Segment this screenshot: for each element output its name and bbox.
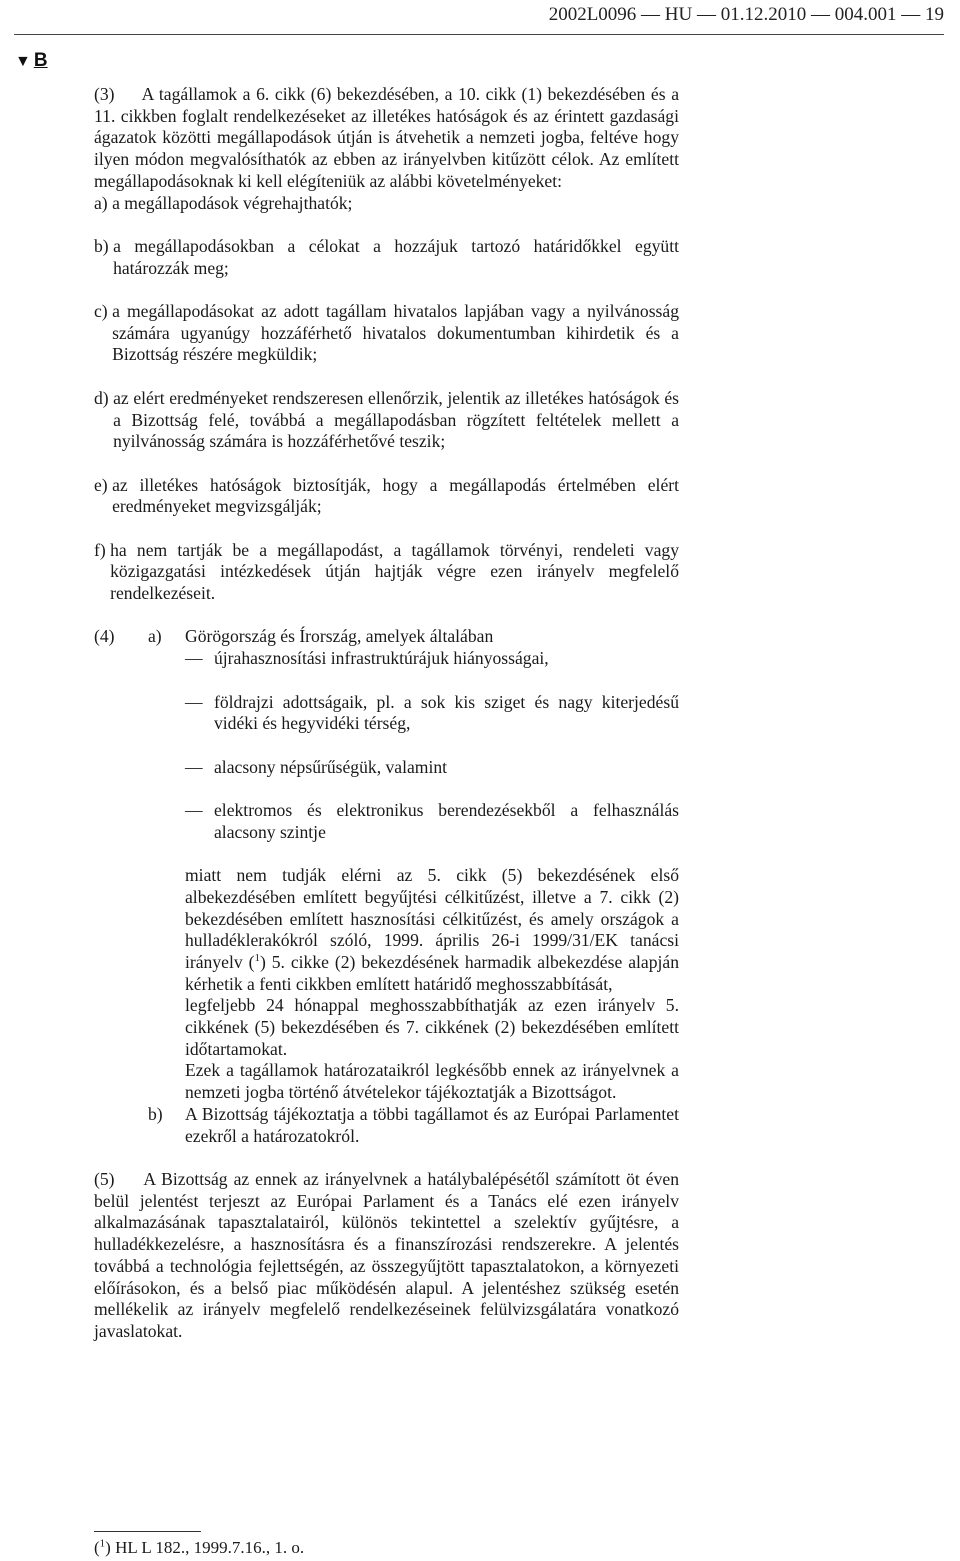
document-body xyxy=(94,84,684,1343)
consolidation-marker xyxy=(15,50,48,72)
list-item-text: az elért eredményeket rendszeresen ellenőrzik, jelentik az illetékes hatóságok és a Bizottság felé, továbbá a megállapodásban rögzített feltételek mellett a nyilvánosság számára is hozzáférhetővé teszik; xyxy=(113,387,679,452)
list-item-f xyxy=(94,540,679,605)
dash-item xyxy=(185,648,679,670)
dash-item xyxy=(185,692,679,735)
sub-body-a xyxy=(185,626,679,1103)
list-item-c xyxy=(94,301,679,366)
paragraph-4b xyxy=(94,1104,679,1147)
footnote-text: ) HL L 182., 1999.7.16., 1. o. xyxy=(105,1538,305,1557)
triangle-down-icon: ▼ xyxy=(15,53,31,70)
list-item-text: ha nem tartják be a megállapodást, a tagállamok törvényi, rendeleti vagy közigazgatási intézkedések útján hajtják végre ezen irányelv megfelelő rendelkezéseit. xyxy=(110,539,679,604)
dash-item xyxy=(185,757,679,779)
list-item-text: a megállapodásokat az adott tagállam hivatalos lapjában vagy a nyilvánosság számára ugyanúgy hozzáférhető hivatalos dokumentumban kihirdetik és a Bizottság részére megküldik; xyxy=(112,301,679,365)
paragraph-4 xyxy=(94,626,679,1103)
dash-bullet: — xyxy=(185,800,203,821)
list-item-text: a megállapodások végrehajthatók; xyxy=(112,192,353,213)
list-item-label: a) xyxy=(94,192,113,213)
footnote-marker: 1 xyxy=(99,1537,106,1550)
sub-paragraph-2: legfeljebb 24 hónappal meghosszabbíthatják az ezen irányelv 5. cikkének (5) bekezdésében és 7. cikkének (2) bekezdésében említett időtartamokat. xyxy=(185,995,679,1059)
dash-text: elektromos és elektronikus berendezésekből a felhasználás alacsony szintje xyxy=(214,800,679,842)
footnote xyxy=(94,1538,304,1558)
footnote-paren: ( xyxy=(94,1538,100,1557)
dash-bullet: — xyxy=(185,691,203,712)
paragraph-5: (5) A Bizottság az ennek az irányelvnek a hatálybalépésétől számított öt éven belül jelentést terjeszt az Európai Parlament és a Tanács elé ezen irányelv alkalmazásának tapasztalatairól, különös tekintettel a szelektív gyűjtésre, a hulladékkezelésre, a hasznosításra és a finanszírozási rendszerekre. A jelentés továbbá a technológia fejlettségén, az összegyűjtött tapasztalatokon, a környezeti előírásokon, és a belső piac működésén alapul. A jelentéshez szükség esetén mellékelik az irányelv megfelelő rendelkezéseinek felülvizsgálatára vonatkozó javaslatokat. xyxy=(94,1168,684,1341)
dash-text: alacsony népsűrűségük, valamint xyxy=(214,756,448,777)
sub-paragraph-text: ) 5. cikke (2) bekezdésének harmadik albekezdése alapján kérhetik a fenti cikkben említett határidő meghosszabbítását, xyxy=(185,951,680,994)
list-item-label: f) xyxy=(94,539,111,560)
dash-bullet: — xyxy=(185,756,203,777)
paragraph-3: (3) A tagállamok a 6. cikk (6) bekezdésében, a 10. cikk (1) bekezdésében és a 11. cikkben foglalt rendelkezéseket az illetékes hatóságok és az érintett gazdasági ágazatok közötti megállapodások útján is átvehetik a nemzeti jogba, feltéve hogy ilyen módon megvalósíthatók az ebben az irányelvben kitűzött célok. Az említett megállapodásoknak ki kell elégíteniük az alábbi követelményeket: xyxy=(94,84,684,191)
list-item-text: az illetékes hatóságok biztosítják, hogy a megállapodás értelmében elért eredményeket megvizsgálják; xyxy=(112,474,679,517)
list-item-label: c) xyxy=(94,301,113,321)
footnote-rule xyxy=(94,1531,201,1532)
sub-paragraph-text: miatt nem tudják elérni az 5. cikk (5) bekezdésének első albekezdésében említett begyűjtési célkitűzést, illetve a 7. cikk (2) bekezdésében említett hasznosítási célkitűzést, és amely országok a hulladéklerakókról szóló, 1999. április 26-i 1999/31/EK tanácsi irányelv ( xyxy=(185,865,679,972)
sub-paragraph-1 xyxy=(185,865,679,995)
footnote-reference[interactable]: 1 xyxy=(254,952,260,965)
header-rule xyxy=(14,34,944,35)
list-item-b xyxy=(94,236,679,279)
page-header: 2002L0096 — HU — 01.12.2010 — 004.001 — 19 xyxy=(548,4,944,25)
sub-label-b: b) xyxy=(148,1103,163,1124)
list-item-label: b) xyxy=(94,235,114,256)
dash-item xyxy=(185,800,679,843)
list-item-a xyxy=(94,193,679,215)
list-item-text: a megállapodásokban a célokat a hozzájuk tartozó határidőkkel együtt határozzák meg; xyxy=(113,235,679,278)
dash-bullet: — xyxy=(185,648,203,669)
paragraph-number: (4) xyxy=(94,626,115,647)
sub-paragraph-b: A Bizottság tájékoztatja a többi tagállamot és az Európai Parlamentet ezekről a határozatokról. xyxy=(185,1103,679,1146)
list-item-label: e) xyxy=(94,474,113,495)
sub-intro: Görögország és Írország, amelyek általában xyxy=(185,626,494,647)
dash-text: földrajzi adottságaik, pl. a sok kis sziget és nagy kiterjedésű vidéki és hegyvidéki térség, xyxy=(214,691,679,734)
list-item-d xyxy=(94,388,679,453)
list-item-label: d) xyxy=(94,387,114,408)
sub-body-b xyxy=(185,1104,679,1147)
marker-label: B xyxy=(33,50,48,71)
dash-text: újrahasznosítási infrastruktúrájuk hiányosságai, xyxy=(214,648,549,669)
sub-paragraph-3: Ezek a tagállamok határozataikról legkésőbb ennek az irányelvnek a nemzeti jogba történő átvételekor tájékoztatják a Bizottságot. xyxy=(185,1060,679,1103)
list-item-e xyxy=(94,475,679,518)
sub-label-a: a) xyxy=(148,626,162,647)
